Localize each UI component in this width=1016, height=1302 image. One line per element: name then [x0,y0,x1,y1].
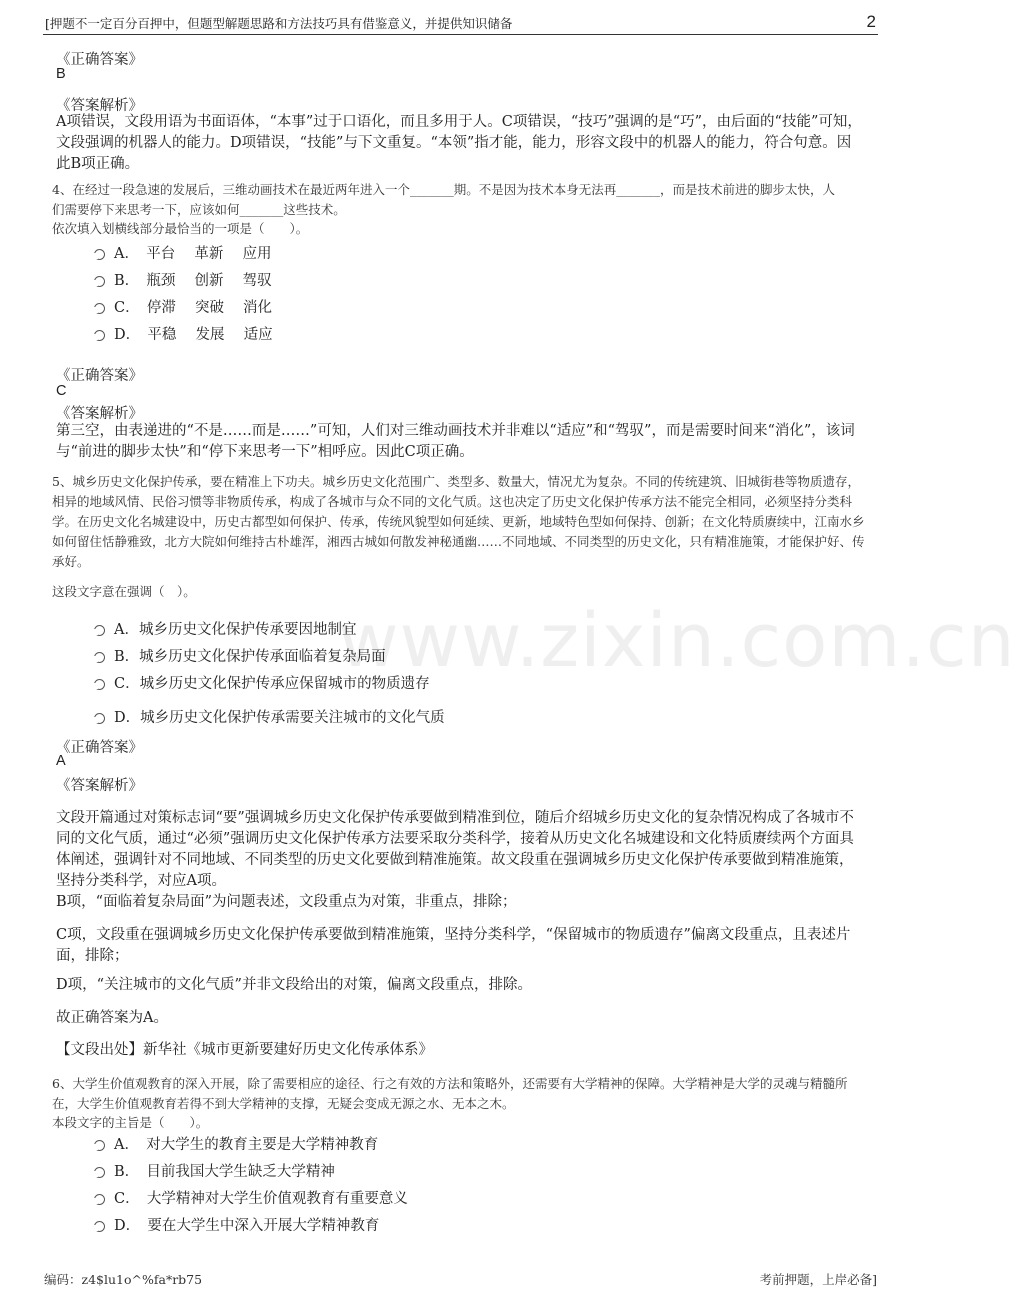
correct-answer: B [56,66,66,82]
answer-label: 《正确答案》 [56,740,143,756]
radio-icon[interactable] [94,1221,105,1232]
radio-icon[interactable] [94,330,105,341]
radio-icon[interactable] [94,679,105,690]
correct-answer: C [56,383,67,399]
option-label: C． 大学精神对大学生价值观教育有重要意义 [114,1191,408,1207]
option-label: B． 目前我国大学生缺乏大学精神 [114,1164,335,1180]
question-prompt: 依次填入划横线部分最恰当的一项是（ ）。 [52,221,309,236]
analysis-paragraph-1: 文段开篇通过对策标志词“要”强调城乡历史文化保护传承要做到精准到位，随后介绍城乡历史文化的复杂情况构成了各城市不同的文化气质，通过“必须”强调历史文化保护传承方法要采取分类科学，接着从历史文化名城建设和文化特质赓续两个方面具体阐述，强调针对不同地域、不同类型的历史文化要做到精准施策。故文段重在强调城乡历史文化保护传承要做到精准施策，坚持分类科学，对应A项。 [56,810,854,889]
footer-slogan: 考前押题，上岸必备] [759,1272,877,1287]
option-label: B．城乡历史文化保护传承面临着复杂局面 [114,649,386,665]
radio-icon[interactable] [94,276,105,287]
option-label: A． 对大学生的教育主要是大学精神教育 [114,1137,379,1153]
analysis-paragraph-3: C项，文段重在强调城乡历史文化保护传承要做到精准施策，坚持分类科学，“保留城市的物质遗存”偏离文段重点，且表述片面，排除； [56,927,851,964]
page-header [43,12,878,35]
question-stem-line2: 们需要停下来思考一下，应该如何_______这些技术。 [52,202,346,217]
analysis-label: 《答案解析》 [56,98,143,114]
option-label: C． 停滞 突破 消化 [114,300,273,316]
analysis-paragraph-2: B项，“面临着复杂局面”为问题表述，文段重点为对策，非重点，排除； [56,894,517,910]
radio-icon[interactable] [94,1167,105,1178]
analysis-label: 《答案解析》 [56,778,143,794]
correct-answer: A [56,753,66,769]
question-stem: 5、城乡历史文化保护传承，要在精准上下功夫。城乡历史文化范围广、类型多、数量大，情况尤为复杂。不同的传统建筑、旧城街巷等物质遗存，相异的地域风情、民俗习惯等非物质传承，构成了各城市与众不同的文化气质。这也决定了历史文化保护传承方法不能完全相同，必须坚持分类科学。在历史文化名城建设中，历史古都型如何保护、传承，传统风貌型如何延续、更新，地域特色型如何保持、创新；在文化特质赓续中，江南水乡如何留住恬静雅致，北方大院如何维持古朴雄浑，湘西古城如何散发神秘通幽……不同地域、不同类型的历史文化，只有精准施策，才能保护好、传承好。 [52,474,865,569]
option-label: A．城乡历史文化保护传承要因地制宜 [114,622,357,638]
analysis-paragraph-5: 故正确答案为A。 [56,1010,168,1026]
page-number: 2 [866,12,876,31]
radio-icon[interactable] [94,652,105,663]
analysis-label: 《答案解析》 [56,406,143,422]
question-prompt: 本段文字的主旨是（ ）。 [52,1115,209,1130]
radio-icon[interactable] [94,625,105,636]
answer-label: 《正确答案》 [56,368,143,384]
option-label: D．城乡历史文化保护传承需要关注城市的文化气质 [114,710,445,726]
analysis-paragraph-4: D项，“关注城市的文化气质”并非文段给出的对策，偏离文段重点，排除。 [56,977,532,993]
option-label: D． 要在大学生中深入开展大学精神教育 [114,1218,380,1234]
radio-icon[interactable] [94,303,105,314]
radio-icon[interactable] [94,1140,105,1151]
question-prompt: 这段文字意在强调（ ）。 [52,584,196,599]
radio-icon[interactable] [94,1194,105,1205]
question-stem-line1: 4、在经过一段急速的发展后，三维动画技术在最近两年进入一个_______期。不是因为技术本身无法再_______，而是技术前进的脚步太快，人 [52,182,835,197]
answer-label: 《正确答案》 [56,52,143,68]
watermark: www.zixin.com.cn [338,598,1016,684]
answer-analysis: A项错误，文段用语为书面语体，“本事”过于口语化，而且多用于人。C项错误，“技巧”强调的是“巧”，由后面的“技能”可知，文段强调的机器人的能力。D项错误，“技能”与下文重复。“本领”指才能，能力，形容文段中的机器人的能力，符合句意。因此B项正确。 [56,114,862,172]
radio-icon[interactable] [94,249,105,260]
option-label: D． 平稳 发展 适应 [114,327,273,343]
option-label: C．城乡历史文化保护传承应保留城市的物质遗存 [114,676,430,692]
header-text: [押题不一定百分百押中，但题型解题思路和方法技巧具有借鉴意义，并提供知识储备 [45,16,513,31]
footer-code: 编码：z4$lu1o^%fa*rb75 [44,1272,203,1287]
answer-analysis: 第三空，由表递进的“不是……而是……”可知，人们对三维动画技术并非难以“适应”和“驾驭”，而是需要时间来“消化”，该词与“前进的脚步太快”和“停下来思考一下”相呼应。因此C项正确。 [56,423,855,460]
option-label: B． 瓶颈 创新 驾驭 [114,273,272,289]
radio-icon[interactable] [94,713,105,724]
option-label: A． 平台 革新 应用 [114,246,272,262]
passage-source: 【文段出处】新华社《城市更新要建好历史文化传承体系》 [56,1042,433,1058]
question-stem: 6、大学生价值观教育的深入开展，除了需要相应的途径、行之有效的方法和策略外，还需要有大学精神的保障。大学精神是大学的灵魂与精髓所在，大学生价值观教育若得不到大学精神的支撑，无疑会变成无源之水、无本之木。 [52,1076,848,1111]
